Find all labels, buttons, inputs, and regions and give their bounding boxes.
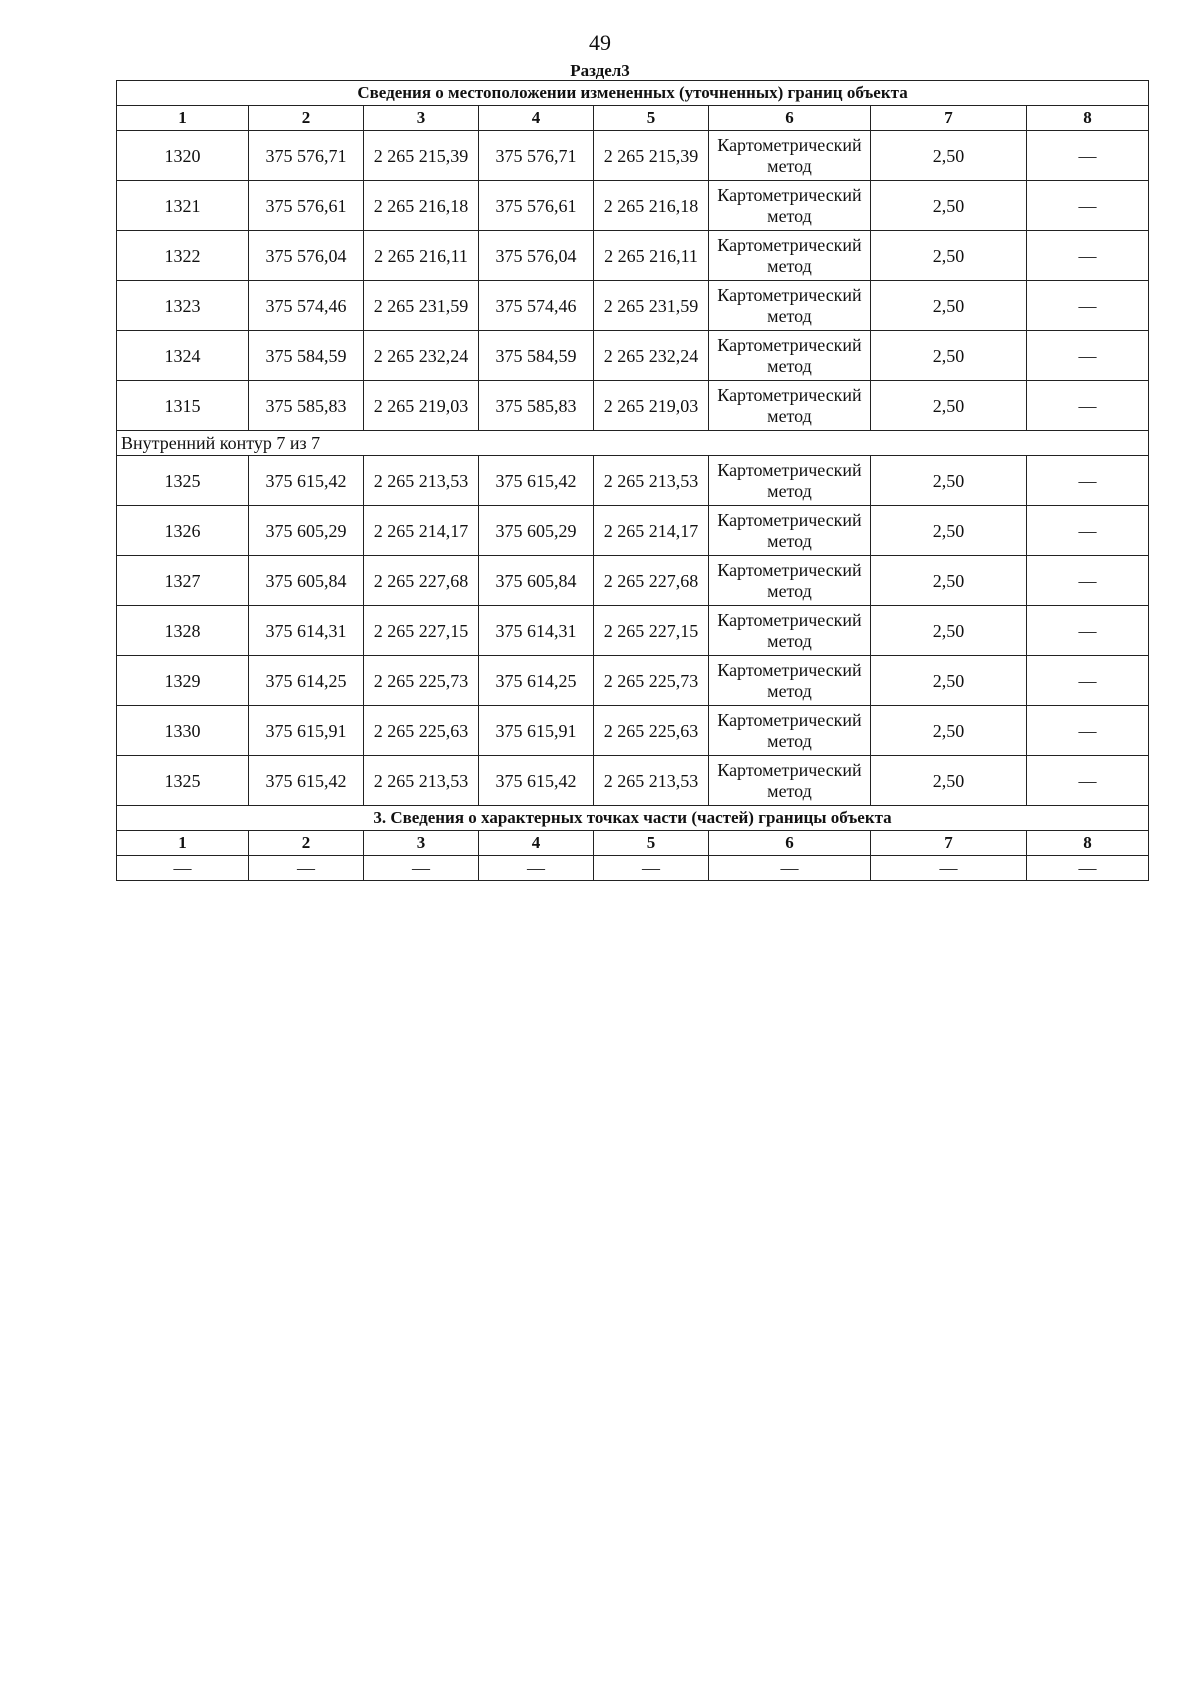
column-number: 6 (709, 831, 871, 856)
empty-cell: — (709, 856, 871, 881)
table-row (117, 706, 1149, 756)
coord-x-new-cell: 375 614,31 (479, 606, 594, 656)
coord-x-existing-cell: 375 615,42 (249, 456, 364, 506)
coord-x-new-cell: 375 614,25 (479, 656, 594, 706)
section-label: Раздел3 (570, 61, 630, 80)
table-caption: Сведения о местоположении измененных (уточненных) границ объекта (117, 81, 1149, 106)
coord-x-new-cell: 375 615,91 (479, 706, 594, 756)
column-number: 4 (479, 831, 594, 856)
column-number: 3 (364, 831, 479, 856)
section3-caption: 3. Сведения о характерных точках части (частей) границы объекта (117, 806, 1149, 831)
empty-cell: — (364, 856, 479, 881)
point-number-cell: 1322 (117, 231, 249, 281)
point-number-cell: 1326 (117, 506, 249, 556)
column-number: 2 (249, 106, 364, 131)
table-row (117, 231, 1149, 281)
empty-cell: — (871, 856, 1027, 881)
coord-y-existing-cell: 2 265 214,17 (364, 506, 479, 556)
column-number-row (117, 106, 1149, 131)
description-cell: — (1027, 231, 1149, 281)
table-row (117, 506, 1149, 556)
accuracy-cell: 2,50 (871, 506, 1027, 556)
column-number: 6 (709, 106, 871, 131)
point-number-cell: 1321 (117, 181, 249, 231)
accuracy-cell: 2,50 (871, 131, 1027, 181)
coord-x-new-cell: 375 615,42 (479, 456, 594, 506)
coord-x-existing-cell: 375 585,83 (249, 381, 364, 431)
table-row (117, 131, 1149, 181)
table-row (117, 606, 1149, 656)
coord-y-new-cell: 2 265 227,15 (594, 606, 709, 656)
method-cell: Картометрический метод (709, 706, 871, 756)
coord-y-existing-cell: 2 265 213,53 (364, 456, 479, 506)
accuracy-cell: 2,50 (871, 181, 1027, 231)
accuracy-cell: 2,50 (871, 756, 1027, 806)
description-cell: — (1027, 556, 1149, 606)
point-number-cell: 1320 (117, 131, 249, 181)
coord-x-new-cell: 375 605,29 (479, 506, 594, 556)
accuracy-cell: 2,50 (871, 706, 1027, 756)
coord-y-new-cell: 2 265 232,24 (594, 331, 709, 381)
description-cell: — (1027, 381, 1149, 431)
coord-x-new-cell: 375 605,84 (479, 556, 594, 606)
method-cell: Картометрический метод (709, 656, 871, 706)
coord-y-new-cell: 2 265 213,53 (594, 456, 709, 506)
method-cell: Картометрический метод (709, 456, 871, 506)
coord-y-existing-cell: 2 265 232,24 (364, 331, 479, 381)
table-row (117, 281, 1149, 331)
description-cell: — (1027, 706, 1149, 756)
column-number: 4 (479, 106, 594, 131)
coord-x-existing-cell: 375 574,46 (249, 281, 364, 331)
empty-cell: — (249, 856, 364, 881)
coord-x-existing-cell: 375 576,61 (249, 181, 364, 231)
coord-y-new-cell: 2 265 231,59 (594, 281, 709, 331)
empty-cell: — (1027, 856, 1149, 881)
page-number: 49 (589, 30, 611, 55)
coord-x-existing-cell: 375 614,31 (249, 606, 364, 656)
column-number: 5 (594, 831, 709, 856)
accuracy-cell: 2,50 (871, 456, 1027, 506)
table-row (117, 756, 1149, 806)
table-row (117, 456, 1149, 506)
table-row (117, 556, 1149, 606)
coord-x-existing-cell: 375 584,59 (249, 331, 364, 381)
coord-x-new-cell: 375 576,04 (479, 231, 594, 281)
coord-x-new-cell: 375 585,83 (479, 381, 594, 431)
method-cell: Картометрический метод (709, 756, 871, 806)
coord-y-existing-cell: 2 265 227,68 (364, 556, 479, 606)
coord-y-new-cell: 2 265 219,03 (594, 381, 709, 431)
point-number-cell: 1324 (117, 331, 249, 381)
description-cell: — (1027, 131, 1149, 181)
coord-y-existing-cell: 2 265 219,03 (364, 381, 479, 431)
coord-y-new-cell: 2 265 215,39 (594, 131, 709, 181)
coord-x-existing-cell: 375 614,25 (249, 656, 364, 706)
point-number-cell: 1325 (117, 756, 249, 806)
section3-caption-row (117, 806, 1149, 831)
table-row (117, 181, 1149, 231)
description-cell: — (1027, 506, 1149, 556)
coord-y-new-cell: 2 265 213,53 (594, 756, 709, 806)
point-number-cell: 1323 (117, 281, 249, 331)
section3-column-number-row (117, 831, 1149, 856)
coord-y-existing-cell: 2 265 227,15 (364, 606, 479, 656)
description-cell: — (1027, 606, 1149, 656)
accuracy-cell: 2,50 (871, 656, 1027, 706)
empty-cell: — (117, 856, 249, 881)
point-number-cell: 1325 (117, 456, 249, 506)
coord-x-existing-cell: 375 576,71 (249, 131, 364, 181)
coord-y-existing-cell: 2 265 216,11 (364, 231, 479, 281)
table-caption-row (117, 81, 1149, 106)
coord-x-existing-cell: 375 615,42 (249, 756, 364, 806)
coord-y-new-cell: 2 265 214,17 (594, 506, 709, 556)
coord-y-existing-cell: 2 265 225,73 (364, 656, 479, 706)
coord-y-existing-cell: 2 265 225,63 (364, 706, 479, 756)
coord-x-new-cell: 375 574,46 (479, 281, 594, 331)
section3-empty-row (117, 856, 1149, 881)
coord-y-new-cell: 2 265 227,68 (594, 556, 709, 606)
coord-y-existing-cell: 2 265 231,59 (364, 281, 479, 331)
coord-x-new-cell: 375 576,71 (479, 131, 594, 181)
coord-x-existing-cell: 375 605,84 (249, 556, 364, 606)
coord-x-new-cell: 375 584,59 (479, 331, 594, 381)
table-row (117, 381, 1149, 431)
column-number: 8 (1027, 831, 1149, 856)
point-number-cell: 1315 (117, 381, 249, 431)
description-cell: — (1027, 331, 1149, 381)
method-cell: Картометрический метод (709, 281, 871, 331)
method-cell: Картометрический метод (709, 131, 871, 181)
column-number: 8 (1027, 106, 1149, 131)
boundary-table (116, 80, 1149, 881)
table-row (117, 331, 1149, 381)
description-cell: — (1027, 456, 1149, 506)
empty-cell: — (594, 856, 709, 881)
point-number-cell: 1327 (117, 556, 249, 606)
coord-y-new-cell: 2 265 225,63 (594, 706, 709, 756)
empty-cell: — (479, 856, 594, 881)
column-number: 5 (594, 106, 709, 131)
method-cell: Картометрический метод (709, 181, 871, 231)
method-cell: Картометрический метод (709, 556, 871, 606)
column-number: 3 (364, 106, 479, 131)
point-number-cell: 1328 (117, 606, 249, 656)
column-number: 7 (871, 106, 1027, 131)
method-cell: Картометрический метод (709, 506, 871, 556)
description-cell: — (1027, 756, 1149, 806)
coord-y-new-cell: 2 265 225,73 (594, 656, 709, 706)
contour-label: Внутренний контур 7 из 7 (117, 431, 1149, 456)
description-cell: — (1027, 656, 1149, 706)
column-number: 7 (871, 831, 1027, 856)
accuracy-cell: 2,50 (871, 381, 1027, 431)
method-cell: Картометрический метод (709, 231, 871, 281)
coord-x-existing-cell: 375 576,04 (249, 231, 364, 281)
coord-y-existing-cell: 2 265 215,39 (364, 131, 479, 181)
accuracy-cell: 2,50 (871, 556, 1027, 606)
accuracy-cell: 2,50 (871, 231, 1027, 281)
accuracy-cell: 2,50 (871, 281, 1027, 331)
coord-y-existing-cell: 2 265 213,53 (364, 756, 479, 806)
description-cell: — (1027, 281, 1149, 331)
column-number: 1 (117, 106, 249, 131)
accuracy-cell: 2,50 (871, 331, 1027, 381)
coord-x-existing-cell: 375 605,29 (249, 506, 364, 556)
column-number: 2 (249, 831, 364, 856)
description-cell: — (1027, 181, 1149, 231)
method-cell: Картометрический метод (709, 381, 871, 431)
column-number: 1 (117, 831, 249, 856)
point-number-cell: 1330 (117, 706, 249, 756)
point-number-cell: 1329 (117, 656, 249, 706)
method-cell: Картометрический метод (709, 606, 871, 656)
accuracy-cell: 2,50 (871, 606, 1027, 656)
coord-x-new-cell: 375 615,42 (479, 756, 594, 806)
coord-x-new-cell: 375 576,61 (479, 181, 594, 231)
method-cell: Картометрический метод (709, 331, 871, 381)
coord-y-existing-cell: 2 265 216,18 (364, 181, 479, 231)
coord-y-new-cell: 2 265 216,18 (594, 181, 709, 231)
coord-x-existing-cell: 375 615,91 (249, 706, 364, 756)
contour-row (117, 431, 1149, 456)
coord-y-new-cell: 2 265 216,11 (594, 231, 709, 281)
table-row (117, 656, 1149, 706)
